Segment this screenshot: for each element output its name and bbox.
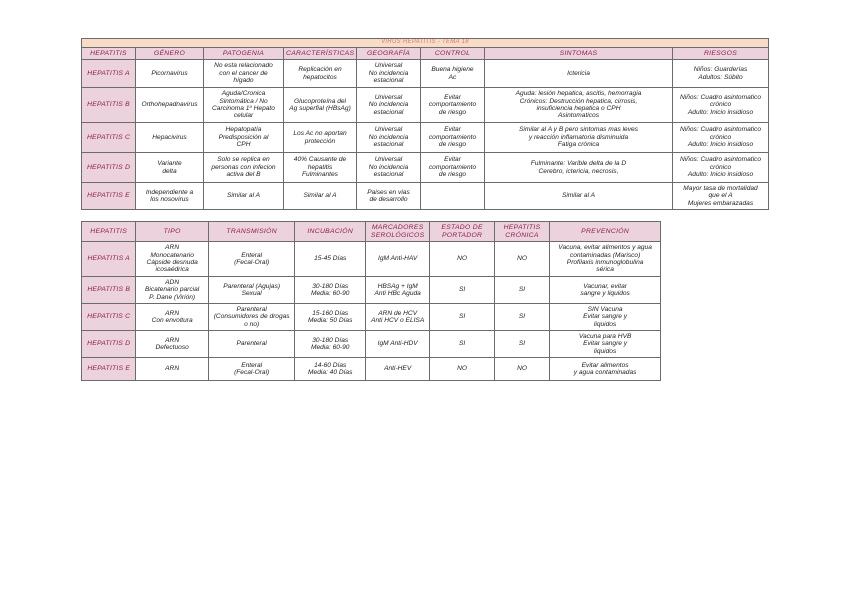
- table-cell: SI: [430, 331, 494, 358]
- column-header: HEPATITIS CRÓNICA: [494, 222, 549, 242]
- table-cell: Glucoproteína del Ag superfial (HBsAg): [284, 88, 357, 123]
- table-cell: Universal No incidencia estacional: [357, 153, 421, 183]
- table-cell: ARN Con envoltura: [136, 304, 209, 331]
- table-cell: NO: [494, 358, 549, 381]
- table-cell: Universal No incidencia estacional: [357, 123, 421, 153]
- column-header: MARCADORES SEROLÓGICOS: [365, 222, 429, 242]
- table-cell: ARN Monocatenario Cápside desnuda icosaédrica: [136, 242, 209, 277]
- table-cell: Evitar comportamiento de riesgo: [421, 153, 485, 183]
- table-header-row: [82, 222, 661, 242]
- table-cell: Evitar alimentos y agua contaminadas: [550, 358, 661, 381]
- row-header: HEPATITIS B: [82, 88, 136, 123]
- row-header: HEPATITIS B: [82, 277, 136, 304]
- table-cell: 15-160 Días Media: 50 Días: [295, 304, 365, 331]
- table-cell: Vacuna para HVB Evitar sangre y liquidos: [550, 331, 661, 358]
- row-header: HEPATITIS E: [82, 358, 136, 381]
- column-header: HEPATITIS: [82, 48, 136, 60]
- table-cell: Replicación en hepatocitos: [284, 60, 357, 88]
- table-cell: HBSAg + IgM Anti HBc Aguda: [365, 277, 429, 304]
- table-cell: 15-45 Días: [295, 242, 365, 277]
- column-header: TIPO: [136, 222, 209, 242]
- table-row: [82, 242, 661, 277]
- table-cell: SI: [494, 277, 549, 304]
- row-header: HEPATITIS E: [82, 183, 136, 210]
- table-cell: Picornavirus: [136, 60, 204, 88]
- table-row: [82, 183, 769, 210]
- table-cell: Parenteral: [208, 331, 295, 358]
- table-cell: ADN Bicatenario parcial P. Dane (Virión): [136, 277, 209, 304]
- column-header: HEPATITIS: [82, 222, 136, 242]
- row-header: HEPATITIS C: [82, 123, 136, 153]
- table-cell: Niños: Cuadro asintomatico crónico Adulto: Inicio insidioso: [673, 123, 769, 153]
- table-cell: Similar al A: [284, 183, 357, 210]
- table-header-row: [82, 48, 769, 60]
- table-cell: Vacunar, evitar sangre y liquidos: [550, 277, 661, 304]
- row-header: HEPATITIS A: [82, 242, 136, 277]
- column-header: PATOGENIA: [204, 48, 284, 60]
- table-title: VIRUS HEPATITIS - TEMA 18: [82, 39, 769, 48]
- table-cell: Hepatopatía Predisposición al CPH: [204, 123, 284, 153]
- table-cell: Enteral (Fecal-Oral): [208, 358, 295, 381]
- table-cell: Solo se replica en personas con infecion activa del B: [204, 153, 284, 183]
- table-cell: Aguda/Cronica Sintomática / No Carcinoma 1º Hepato celular: [204, 88, 284, 123]
- table-cell: Similar al A: [204, 183, 284, 210]
- table-cell: SI: [494, 331, 549, 358]
- table-cell: Orthohepadnavirus: [136, 88, 204, 123]
- row-header: HEPATITIS A: [82, 60, 136, 88]
- table-cell: Enteral (Fecal-Oral): [208, 242, 295, 277]
- column-header: INCUBACIÓN: [295, 222, 365, 242]
- table-cell: SI: [494, 304, 549, 331]
- table-cell: ARN Defectuoso: [136, 331, 209, 358]
- table-cell: Variante delta: [136, 153, 204, 183]
- table-cell: NO: [430, 358, 494, 381]
- table-cell: Similar al A: [485, 183, 673, 210]
- column-header: TRANSMISIÓN: [208, 222, 295, 242]
- table-cell: Paises en vias de desarrollo: [357, 183, 421, 210]
- table-cell: SI: [430, 304, 494, 331]
- column-header: ESTADO DE PORTADOR: [430, 222, 494, 242]
- table-row: [82, 153, 769, 183]
- table-cell: NO: [494, 242, 549, 277]
- table-cell: No esta relacionado con el cancer de hígado: [204, 60, 284, 88]
- table-cell: Ictericia: [485, 60, 673, 88]
- table-cell: Universal No incidencia estacional: [357, 60, 421, 88]
- table-row: [82, 331, 661, 358]
- table-cell: ARN: [136, 358, 209, 381]
- table-cell: Niños: Cuadro asintomatico crónico Adulto: Inicio insidioso: [673, 153, 769, 183]
- table-row: [82, 88, 769, 123]
- table-row: [82, 277, 661, 304]
- table-cell: SIN Vacuna Evitar sangre y liquidos: [550, 304, 661, 331]
- table-cell: 14-60 Días Media: 40 Días: [295, 358, 365, 381]
- table-cell: NO: [430, 242, 494, 277]
- table-cell: Universal No incidencia estacional: [357, 88, 421, 123]
- table-cell: Vacuna, evitar alimentos y agua contaminadas (Marisco) Profilaxis inmunoglobulina sérica: [550, 242, 661, 277]
- table-cell: Evitar comportamiento de riesgo: [421, 88, 485, 123]
- table-cell: Independiente a los nosovirus: [136, 183, 204, 210]
- table-cell: 30-180 Días Media: 60-90: [295, 277, 365, 304]
- table-cell: Fulminante: Varible delta de la D Cerebro, ictericia, necrosis,: [485, 153, 673, 183]
- table-cell: Buena higiene Ac: [421, 60, 485, 88]
- table-row: [82, 60, 769, 88]
- column-header: SINTOMAS: [485, 48, 673, 60]
- table-cell: Hepacivirus: [136, 123, 204, 153]
- table-row: [82, 358, 661, 381]
- row-header: HEPATITIS C: [82, 304, 136, 331]
- table-cell: Evitar comportamiento de riesgo: [421, 123, 485, 153]
- table-cell: Aguda: lesión hepatica, ascitis, hemorragia Crónicos: Destrucción hepatica, cirrosis, insuficiencia hepatica o CPH Asintomaticos: [485, 88, 673, 123]
- table-cell: Niños: Cuadro asintomatico crónico Adulto: Inicio insidioso: [673, 88, 769, 123]
- table-cell: IgM Anti-HDV: [365, 331, 429, 358]
- table-row: [82, 123, 769, 153]
- row-header: HEPATITIS D: [82, 153, 136, 183]
- table-cell: Similar al A y B pero sintomas mas leves y reacción inflamatoria disminuida Fatiga crónica: [485, 123, 673, 153]
- table-cell: ARN de HCV Anti HCV o ELISA: [365, 304, 429, 331]
- column-header: RIESGOS: [673, 48, 769, 60]
- table-cell: Los Ac no aportan protección: [284, 123, 357, 153]
- table-cell: IgM Anti-HAV: [365, 242, 429, 277]
- table-cell: [421, 183, 485, 210]
- table-cell: Parenteral (Agujas) Sexual: [208, 277, 295, 304]
- table-cell: Parenteral (Consumidores de drogas o no): [208, 304, 295, 331]
- table-row: [82, 304, 661, 331]
- row-header: HEPATITIS D: [82, 331, 136, 358]
- hepatitis-characteristics-table: [81, 38, 769, 210]
- table-cell: 30-180 Días Media: 60-90: [295, 331, 365, 358]
- table-cell: 40% Causante de hepatitis Fulminantes: [284, 153, 357, 183]
- column-header: GÉNERO: [136, 48, 204, 60]
- column-header: GEOGRAFÍA: [357, 48, 421, 60]
- hepatitis-transmission-table: [81, 221, 661, 381]
- table-cell: Anti-HEV: [365, 358, 429, 381]
- column-header: PREVENCIÓN: [550, 222, 661, 242]
- column-header: CARACTERÍSTICAS: [284, 48, 357, 60]
- table-cell: Niños: Guarderías Adultos: Súbito: [673, 60, 769, 88]
- table-cell: Mayor tasa de mortalidad que el A Mujeres embarazadas: [673, 183, 769, 210]
- table-cell: SI: [430, 277, 494, 304]
- column-header: CONTROL: [421, 48, 485, 60]
